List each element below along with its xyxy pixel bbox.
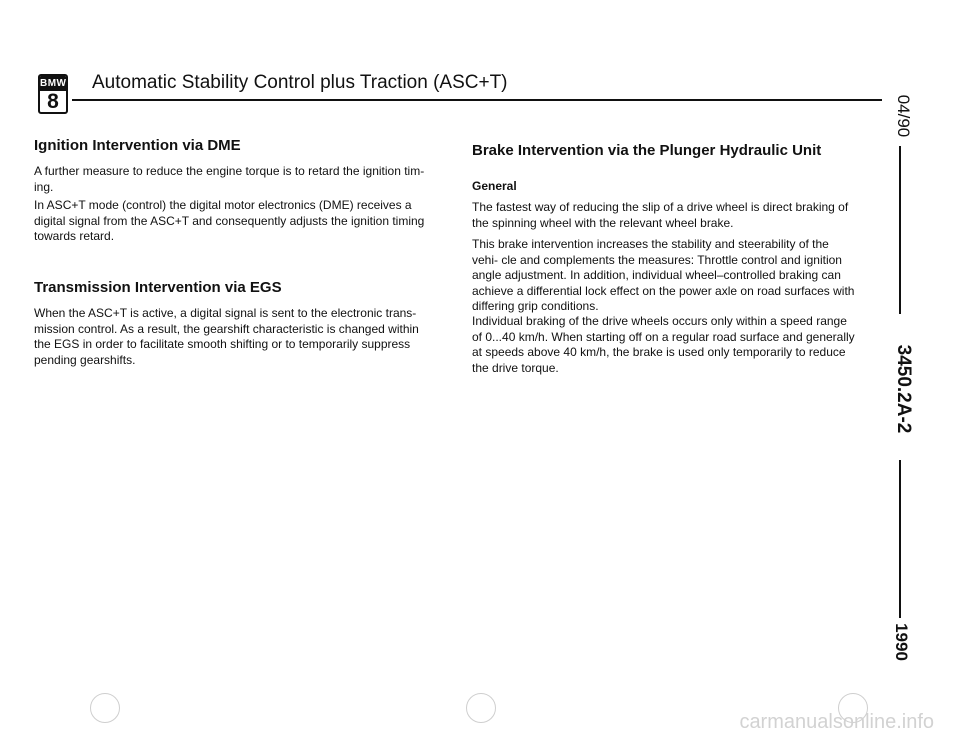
brake-heading: Brake Intervention via the Plunger Hydraulic Unit <box>472 142 822 159</box>
margin-rule-1 <box>899 146 901 314</box>
margin-year: 1990 <box>892 623 911 661</box>
logo-brand: BMW <box>40 78 67 89</box>
brake-paragraph-1: The fastest way of reducing the slip of a drive wheel is direct braking of the spinning wheel with the relevant wheel brake. <box>472 200 849 230</box>
header-rule <box>72 99 882 101</box>
margin-doc-number: 3450.2A-2 <box>893 344 914 434</box>
binder-hole-center <box>466 693 496 723</box>
binder-hole-left <box>90 693 120 723</box>
brake-paragraph-3: Individual braking of the drive wheels occurs only within a speed range of 0...40 km/h. When starting off on a regular road surface and generally at speeds above 40 km/h, the brake is used only temporarily to reduce the drive torque. <box>472 314 855 375</box>
page-title: Automatic Stability Control plus Traction (ASC+T) <box>92 72 508 93</box>
brake-paragraph-2: This brake intervention increases the stability and steerability of the vehi- cle and complements the measures: Throttle control and ignition angle adjustment. In addition, individual wheel–controlled braking can achieve a differential lock effect on the power axle on road surfaces with differing grip conditions. <box>472 237 855 314</box>
general-subheading: General <box>472 179 517 193</box>
transmission-paragraph-1: When the ASC+T is active, a digital signal is sent to the electronic trans- mission control. As a result, the gearshift characteristic is changed within the EGS in order to facilitate smooth shifting or to temporarily suppress pending gearshifts. <box>34 306 419 367</box>
watermark: carmanualsonline.info <box>739 711 934 733</box>
margin-date: 04/90 <box>894 94 913 138</box>
ignition-paragraph-2: In ASC+T mode (control) the digital motor electronics (DME) receives a digital signal from the ASC+T and consequently adjusts the ignition timing towards retard. <box>34 198 425 244</box>
logo-series: 8 <box>47 90 59 113</box>
ignition-heading: Ignition Intervention via DME <box>34 137 241 154</box>
margin-rule-2 <box>899 460 901 618</box>
ignition-paragraph-1: A further measure to reduce the engine torque is to retard the ignition tim- ing. <box>34 164 425 194</box>
transmission-heading: Transmission Intervention via EGS <box>34 279 282 296</box>
bmw-8-series-logo <box>38 74 68 114</box>
